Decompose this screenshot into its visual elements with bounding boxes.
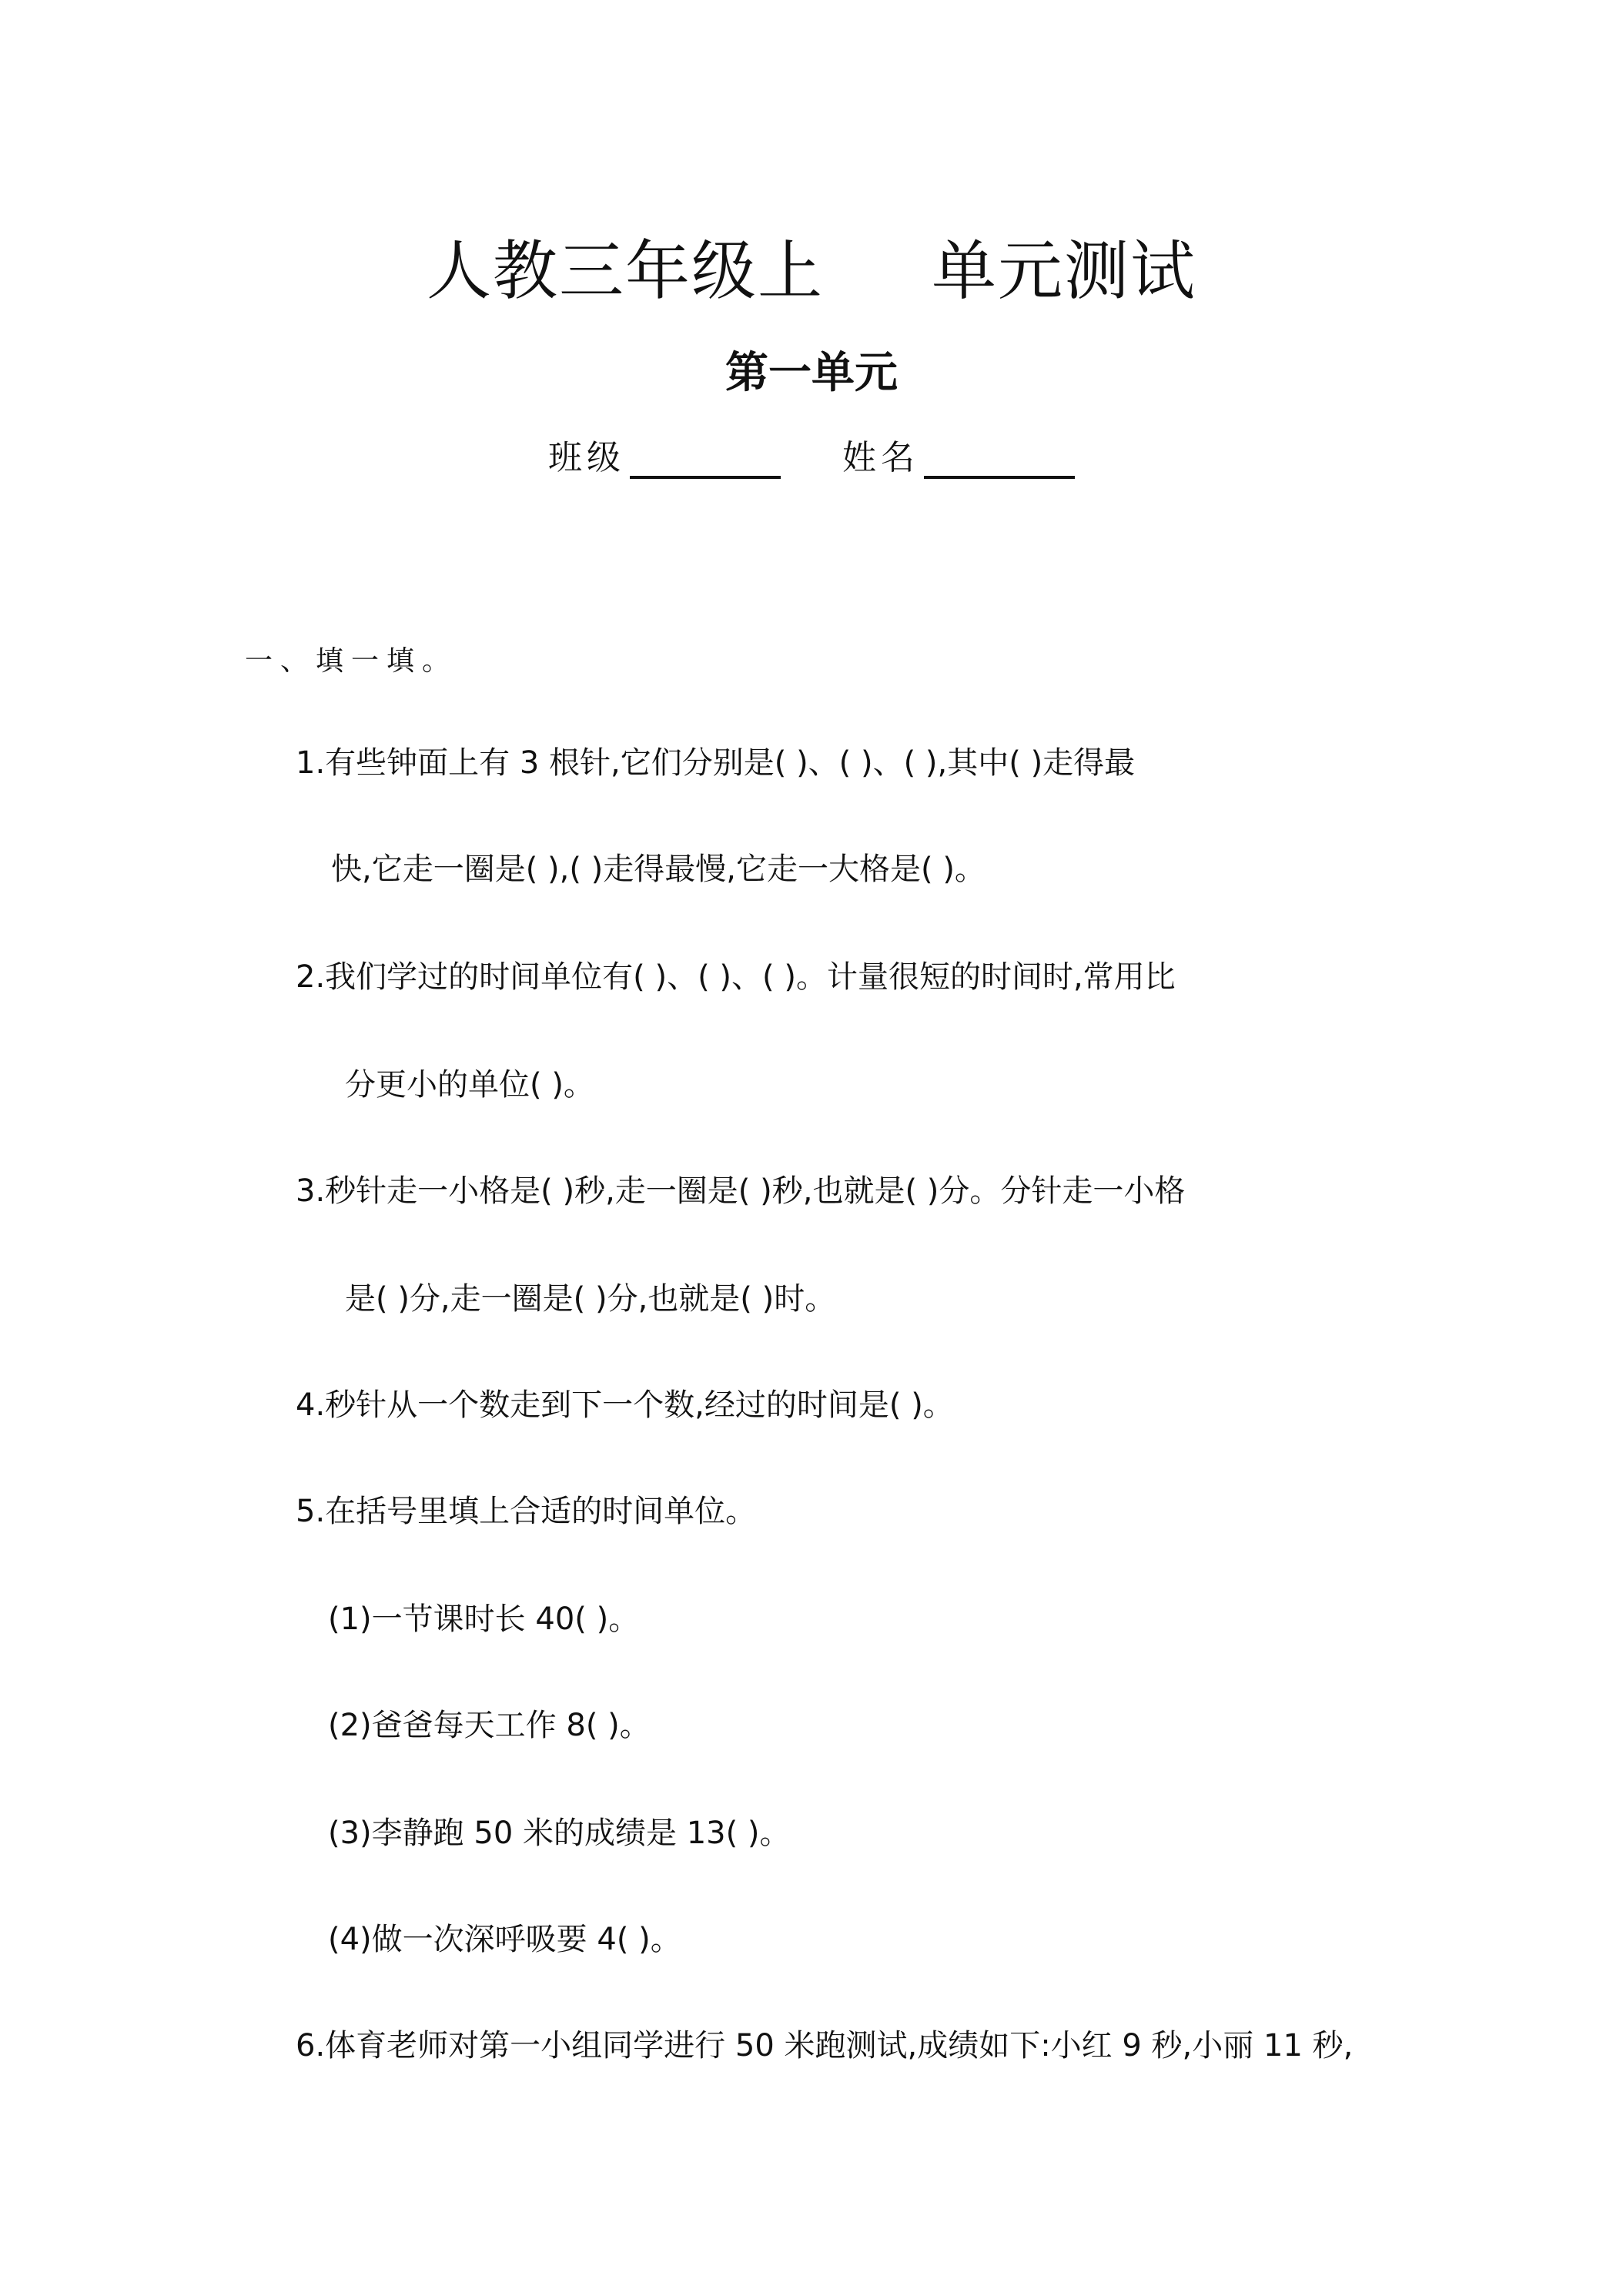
question-3-line-1: 3.秒针走一小格是( )秒,走一圈是( )秒,也就是( )分。分针走一小格 [296, 1173, 1186, 1209]
class-blank [630, 440, 781, 479]
class-field [548, 430, 781, 479]
question-5-part-2: (2)爸爸每天工作 8( )。 [328, 1708, 651, 1743]
question-5-part-4: (4)做一次深呼吸要 4( )。 [328, 1922, 681, 1957]
section-heading: 一、填一填。 [245, 645, 458, 677]
title-grade: 人教三年级上 [426, 233, 824, 309]
name-label: 姓名 [842, 438, 919, 477]
question-4: 4.秒针从一个数走到下一个数,经过的时间是( )。 [296, 1387, 954, 1423]
title-test: 单元测试 [932, 233, 1197, 309]
question-1-line-1: 1.有些钟面上有 3 根针,它们分别是( )、( )、( ),其中( )走得最 [296, 745, 1136, 781]
class-label: 班级 [548, 438, 625, 477]
question-5-part-1: (1)一节课时长 40( )。 [328, 1602, 640, 1637]
name-blank [924, 440, 1075, 479]
question-5-part-3: (3)李静跑 50 米的成绩是 13( )。 [328, 1816, 791, 1851]
student-info [0, 430, 1623, 479]
name-field [842, 430, 1075, 479]
question-2-line-2: 分更小的单位( )。 [345, 1067, 594, 1103]
question-3-line-2: 是( )分,走一圈是( )分,也就是( )时。 [345, 1281, 836, 1317]
question-5: 5.在括号里填上合适的时间单位。 [296, 1494, 757, 1529]
question-2-line-1: 2.我们学过的时间单位有( )、( )、( )。计量很短的时间时,常用比 [296, 959, 1176, 995]
question-6-line-1: 6.体育老师对第一小组同学进行 50 米跑测试,成绩如下:小红 9 秒,小丽 11 秒, [296, 2028, 1354, 2063]
page-title [0, 219, 1623, 313]
question-1-line-2: 快,它走一圈是( ),( )走得最慢,它走一大格是( )。 [331, 852, 986, 887]
unit-subtitle: 第一单元 [725, 347, 898, 398]
